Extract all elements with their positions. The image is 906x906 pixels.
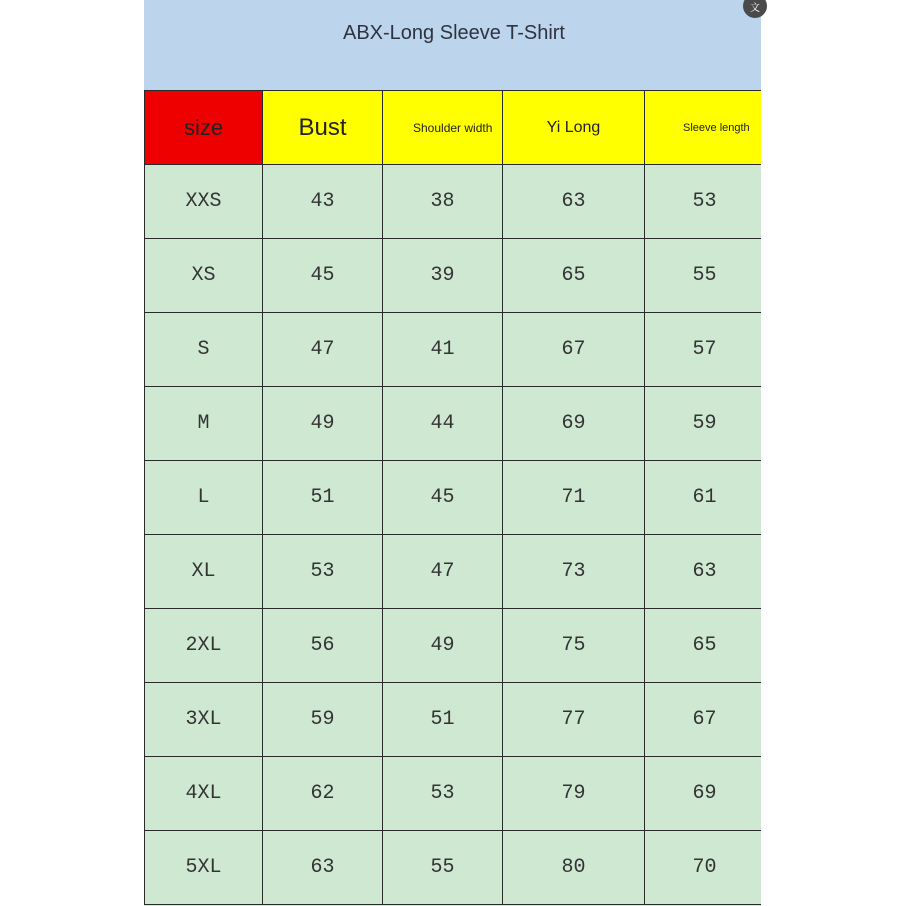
- cell-bust: 59: [263, 683, 383, 757]
- cell-bust: 62: [263, 757, 383, 831]
- header-sleeve-length: Sleeve length: [645, 91, 762, 165]
- cell-sleeve: 55: [645, 239, 762, 313]
- cell-size: S: [145, 313, 263, 387]
- table-row: [145, 609, 762, 683]
- table-row: [145, 313, 762, 387]
- cell-bust: 49: [263, 387, 383, 461]
- cell-sleeve: 59: [645, 387, 762, 461]
- table-row: [145, 387, 762, 461]
- cell-length: 75: [503, 609, 645, 683]
- cell-size: L: [145, 461, 263, 535]
- size-chart-image: [144, 0, 761, 906]
- cell-size: XXS: [145, 165, 263, 239]
- chart-title: ABX-Long Sleeve T-Shirt: [343, 22, 565, 44]
- cell-shoulder: 53: [383, 757, 503, 831]
- cell-size: 5XL: [145, 831, 263, 905]
- header-row: [145, 91, 762, 165]
- title-bar: [144, 0, 761, 90]
- cell-sleeve: 57: [645, 313, 762, 387]
- cell-length: 71: [503, 461, 645, 535]
- header-yi-long: Yi Long: [503, 91, 645, 165]
- cell-length: 80: [503, 831, 645, 905]
- cell-size: XL: [145, 535, 263, 609]
- cell-bust: 63: [263, 831, 383, 905]
- cell-sleeve: 67: [645, 683, 762, 757]
- cell-size: 3XL: [145, 683, 263, 757]
- cell-sleeve: 69: [645, 757, 762, 831]
- size-table: [144, 90, 761, 905]
- cell-bust: 53: [263, 535, 383, 609]
- cell-length: 79: [503, 757, 645, 831]
- cell-shoulder: 55: [383, 831, 503, 905]
- table-row: [145, 757, 762, 831]
- header-bust: Bust: [263, 91, 383, 165]
- cell-length: 69: [503, 387, 645, 461]
- cell-bust: 43: [263, 165, 383, 239]
- cell-length: 65: [503, 239, 645, 313]
- cell-size: 4XL: [145, 757, 263, 831]
- cell-sleeve: 65: [645, 609, 762, 683]
- cell-shoulder: 51: [383, 683, 503, 757]
- header-shoulder-width: Shoulder width: [383, 91, 503, 165]
- cell-shoulder: 47: [383, 535, 503, 609]
- cell-length: 63: [503, 165, 645, 239]
- cell-sleeve: 61: [645, 461, 762, 535]
- cell-size: 2XL: [145, 609, 263, 683]
- cell-shoulder: 45: [383, 461, 503, 535]
- cell-shoulder: 44: [383, 387, 503, 461]
- cell-shoulder: 39: [383, 239, 503, 313]
- cell-shoulder: 49: [383, 609, 503, 683]
- cell-length: 67: [503, 313, 645, 387]
- cell-size: M: [145, 387, 263, 461]
- table-row: [145, 165, 762, 239]
- table-row: [145, 683, 762, 757]
- cell-bust: 51: [263, 461, 383, 535]
- cell-shoulder: 38: [383, 165, 503, 239]
- cell-bust: 56: [263, 609, 383, 683]
- cell-sleeve: 53: [645, 165, 762, 239]
- cell-length: 77: [503, 683, 645, 757]
- table-row: [145, 831, 762, 905]
- cell-length: 73: [503, 535, 645, 609]
- cell-bust: 45: [263, 239, 383, 313]
- table-row: [145, 535, 762, 609]
- cell-bust: 47: [263, 313, 383, 387]
- cell-size: XS: [145, 239, 263, 313]
- header-size: size: [145, 91, 263, 165]
- table-row: [145, 461, 762, 535]
- cell-shoulder: 41: [383, 313, 503, 387]
- cell-sleeve: 63: [645, 535, 762, 609]
- translate-icon[interactable]: 文: [743, 0, 767, 18]
- table-row: [145, 239, 762, 313]
- cell-sleeve: 70: [645, 831, 762, 905]
